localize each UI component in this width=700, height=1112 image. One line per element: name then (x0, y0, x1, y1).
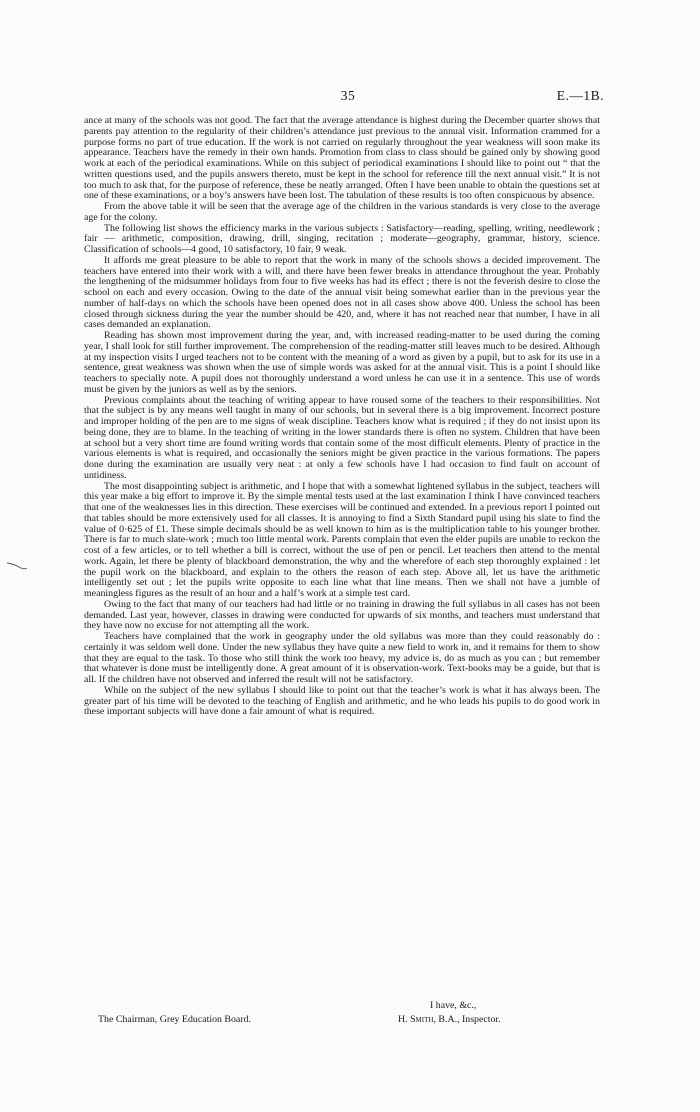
document-reference: E.—1B. (556, 88, 604, 103)
paragraph-attendance: ance at many of the schools was not good. The fact that the average attendance is highest during the December quarter shows that parents pay attention to the regularity of their children’s attendance just previous to the annual visit. Information crammed for a purpose forms no part of true education. If the work is not carried on regularly throughout the year weakness will soon make its appearance. Teachers have the remedy in their own hands. Promotion from class to class should be gained only by showing good work at each of the periodical examinations. While on this subject of periodical examinations I should like to point out “ that the written questions used, and the pupils answers thereto, must be kept in the school for reference till the next annual visit.” It is not too much to ask that, for the purpose of reference, these be neatly arranged. Often I have been unable to obtain the questions set at one of these examinations, or a boy’s answers have been lost. The tabulation of these results is too often conspicuous by absence. (84, 115, 600, 202)
report-body (84, 116, 600, 718)
paragraph-writing: Previous complaints about the teaching of writing appear to have roused some of the teachers to their responsibilities. Not that the subject is by any means well taught in many of our schools, but in several there is a big improvement. Incorrect posture and improper holding of the pen are to me signs of weak discipline. Teachers know what is required ; if they do not insist upon its being done, they are to blame. In the teaching of writing in the lower standards there is often no system. Children that have been at school but a very short time are found writing words that contain some of the most difficult elements. Plenty of practice in the various elements is what is required, and occasionally the seniors might be given practice in the various formations. The papers done during the examination are usually very neat : at only a few schools have I had occasion to find fault on account of untidiness. (84, 394, 600, 481)
signature (398, 1014, 501, 1025)
paragraph-arithmetic: The most disappointing subject is arithmetic, and I hope that with a somewhat lightened syllabus in the subject, teachers will this year make a big effort to improve it. By the simple mental tests used at the last examination I think I have convinced teachers that one of the weaknesses lies in this direction. These exercises will be continued and extended. In a previous report I pointed out that tables should be more extensively used for all classes. It is annoying to find a Sixth Standard pupil using his slate to find the value of 0·625 of £1. These simple decimals should be as well known to him as is the multiplication table to his younger brother. There is far to much slate-work ; much too little mental work. Parents complain that even the elder pupils are unable to reckon the cost of a few articles, or to tell whether a bill is correct, without the use of pen or pencil. Let teachers then attend to the mental work. Again, let there be plenty of blackboard demonstration, the why and the wherefore of each step thoroughly explained : let the pupil work on the blackboard, and explain to the others the reason of each step. Above all, let us have the arithmetic intelligently set out ; let the pupils write opposite to each line what that line means. Then we shall not have a jumble of meaningless figures as the result of an hour and a half’s work at a simple test card. (84, 480, 600, 599)
page-header (0, 88, 700, 108)
paragraph-improvement: It affords me great pleasure to be able to report that the work in many of the schools shows a decided improvement. The teachers have entered into their work with a will, and there have been fewer breaks in attendance throughout the year. Probably the lengthening of the midsummer holidays from four to five weeks has had its effect ; there is not the feverish desire to close the school on each and every occasion. Owing to the date of the annual visit being somewhat earlier than in the previous year the number of half-days on which the schools have been opened does not in all cases show above 400. Unless the school has been closed through sickness during the year the number should be 420, and, where it has not reached near that number, I have in all cases demanded an explanation. (84, 254, 600, 331)
paragraph-efficiency-marks: The following list shows the efficiency marks in the various subjects : Satisfactory—reading, spelling, writing, needlework ; fair — arithmetic, composition, drawing, drill, singing, recitation ; moderate—geography, grammar, history, science. Classification of schools—4 good, 10 satisfactory, 10 fair, 9 weak. (84, 222, 600, 255)
footer-dot: · (424, 1068, 426, 1074)
paragraph-average-age: From the above table it will be seen that the average age of the children in the various standards is very close to the average age for the colony. (84, 201, 600, 223)
salutation: I have, &c., (430, 1000, 477, 1011)
page-number: 35 (340, 88, 356, 103)
signature-title: , B.A., Inspector. (433, 1014, 501, 1025)
paragraph-geography: Teachers have complained that the work in geography under the old syllabus was more than they could reasonably do : certainly it was seldom well done. Under the new syllabus they have quite a new field to work in, and it remains for them to show that they are equal to the task. To those who still think the work too heavy, my advice is, do as much as you can ; but remember that whatever is done must be intelligently done. A great amount of it is observation-work. Text-books may be a guide, but that is all. If the children have not observed and inferred the result will not be satisfactory. (84, 631, 600, 685)
paragraph-new-syllabus: While on the subject of the new syllabus I should like to point out that the teacher’s work is what it has always been. The greater part of his time will be devoted to the teaching of English and arithmetic, and he who leads his pupils to do good work in these important subjects will have done a fair amount of what is required. (84, 684, 600, 718)
signature-name: H. Smith (398, 1014, 434, 1025)
addressee: The Chairman, Grey Education Board. (98, 1014, 252, 1025)
paragraph-drawing: Owing to the fact that many of our teachers had had little or no training in drawing the full syllabus in all cases has not been demanded. Last year, however, classes in drawing were conducted for upwards of six months, and teachers must understand that they have now no excuse for not attempting all the work. (84, 598, 600, 632)
letter-closing (84, 1000, 600, 1040)
margin-pencil-mark (6, 560, 28, 570)
paragraph-reading: Reading has shown most improvement during the year, and, with increased reading-matter to be used during the coming year, I shall look for still further improvement. The comprehension of the reading-matter still leaves much to be desired. Although at my inspection visits I urged teachers not to be content with the meaning of a word as given by a pupil, but to ask for its use in a sentence, great weakness was shown when the use of simple words was asked for at the annual visit. This is a point I should like teachers to specially note. A pupil does not thoroughly understand a word unless he can use it in a sentence. This use of words must be given by the juniors as well as by the seniors. (84, 330, 600, 395)
